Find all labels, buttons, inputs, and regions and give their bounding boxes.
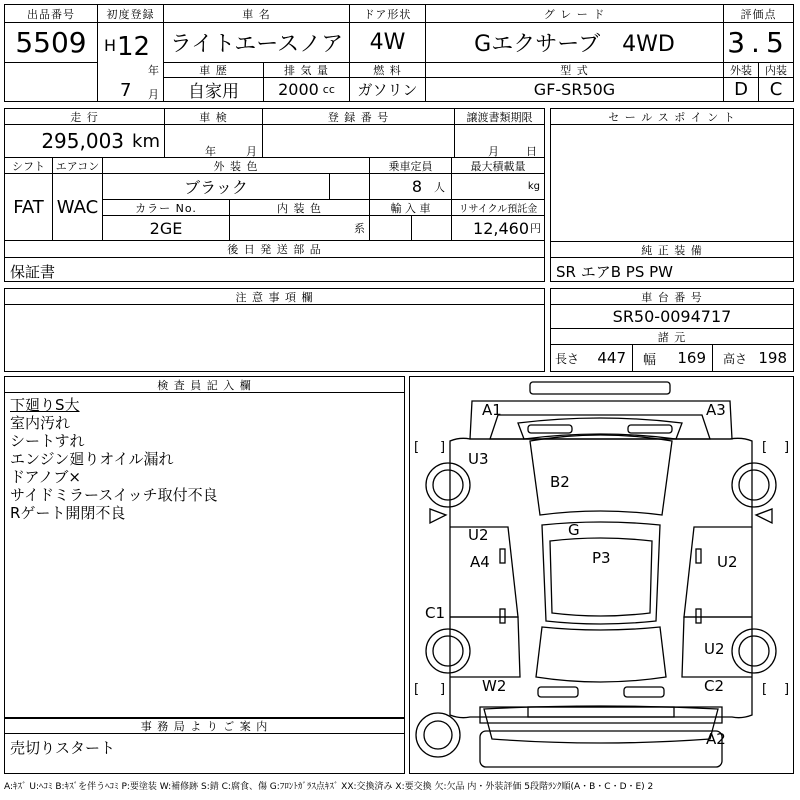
damage-mark: B2 <box>550 473 570 491</box>
import-cell-b <box>412 216 452 241</box>
history-label: 車 歴 <box>164 63 264 78</box>
width-label: 幅 <box>643 352 657 368</box>
damage-mark: A2 <box>706 730 726 748</box>
bracket-right: ] <box>440 682 446 697</box>
displacement-unit: cc <box>322 83 335 96</box>
era-letter: H <box>104 36 117 55</box>
door-value: 4W <box>350 23 426 63</box>
accessories-value: 保証書 <box>10 263 56 281</box>
car-name: ライトエースノア <box>164 23 350 63</box>
width-cell <box>633 345 713 371</box>
ext-color-label: 外 装 色 <box>103 158 370 174</box>
displacement-cell <box>264 78 350 101</box>
damage-mark: G <box>568 521 580 539</box>
load-unit: kg <box>527 181 540 192</box>
capacity-value: 8 <box>411 177 422 196</box>
length-label: 長さ <box>555 351 580 366</box>
displacement-label: 排 気 量 <box>264 63 350 78</box>
length-cell <box>551 345 633 371</box>
fuel-label: 燃 料 <box>350 63 426 78</box>
recycle-unit: 円 <box>530 222 541 235</box>
load-label: 最大積載量 <box>452 158 544 174</box>
mileage-cell <box>5 125 165 158</box>
history-value: 自家用 <box>164 78 264 101</box>
model-value: GF-SR50G <box>426 78 724 101</box>
score-value: 3.5 <box>724 23 793 63</box>
model-label: 型 式 <box>426 63 724 78</box>
ac-label: エアコン <box>53 158 103 174</box>
exterior-label: 外装 <box>724 63 759 78</box>
inspector-notes <box>10 396 218 522</box>
car-diagram <box>409 376 794 774</box>
office-message: 売切りスタート <box>10 739 116 757</box>
chassis-label: 車 台 番 号 <box>551 289 793 305</box>
transfer-day-unit: 日 <box>526 145 537 158</box>
year-unit: 年 <box>148 64 159 77</box>
int-color-label: 内 装 色 <box>230 200 370 216</box>
int-color-unit: 系 <box>354 222 365 235</box>
inspector-note: Rゲート開閉不良 <box>10 504 126 522</box>
damage-mark: A1 <box>482 401 502 419</box>
bracket-left: [ <box>414 440 420 455</box>
damage-mark: U2 <box>717 553 738 571</box>
inspector-note: 下廻りS大 <box>10 396 80 414</box>
mileage-unit: km <box>132 130 160 152</box>
bracket-right: ] <box>784 682 790 697</box>
shift-label: シフト <box>5 158 53 174</box>
bracket-right: ] <box>784 440 790 455</box>
inspection-label: 車 検 <box>165 109 263 125</box>
transfer-label: 譲渡書類期限 <box>455 109 544 125</box>
grade-label: グ レ ー ド <box>426 5 724 23</box>
bracket-left: [ <box>762 440 768 455</box>
import-label: 輸 入 車 <box>370 200 452 216</box>
month-value: 7 <box>120 80 132 101</box>
length-value: 447 <box>597 349 626 367</box>
damage-mark: C1 <box>425 604 446 622</box>
recycle-cell <box>452 216 544 241</box>
interior-label: 内装 <box>759 63 793 78</box>
legend-footer: A:ｷｽﾞ U:ﾍｺﾐ B:ｷｽﾞを伴うﾍｺﾐ P:要塗装 W:補修跡 S:錆 C:腐食、傷 G:ﾌﾛﾝﾄｶﾞﾗｽ点ｷｽﾞ XX:交換済み X:要交換 欠:欠品 内・外装評価 5段階ﾗﾝｸ順(A・B・C・D・E) 2 <box>4 782 654 792</box>
damage-mark: U2 <box>704 640 725 658</box>
equipment-label: 純 正 装 備 <box>551 241 793 258</box>
door-label: ドア形状 <box>350 5 426 23</box>
first-reg-label: 初度登録 <box>98 5 164 23</box>
ac-value: WAC <box>53 174 103 241</box>
month-unit: 月 <box>148 88 159 101</box>
mileage-value: 295,003 <box>41 129 125 153</box>
mileage-label: 走 行 <box>5 109 165 125</box>
recycle-value: 12,460 <box>473 218 529 238</box>
car-name-label: 車 名 <box>164 5 350 23</box>
sales-label: セ ー ル ス ポ イ ン ト <box>551 109 793 125</box>
inspection-year-unit: 年 <box>205 145 216 158</box>
load-cell <box>452 174 544 200</box>
chassis-value: SR50-0094717 <box>551 305 793 329</box>
import-cell-a <box>370 216 412 241</box>
damage-mark: U2 <box>468 526 489 544</box>
ext-color-value: ブラック <box>103 174 330 200</box>
color-no-value: 2GE <box>103 216 230 241</box>
car-outline <box>410 377 793 773</box>
bracket-left: [ <box>762 682 768 697</box>
year-value: 12 <box>117 32 151 62</box>
damage-mark: A3 <box>706 401 726 419</box>
displacement-value: 2000 <box>278 80 319 99</box>
reg-no-label: 登 録 番 号 <box>263 109 455 125</box>
reg-no-cell <box>263 125 455 158</box>
grade-value: Gエクサーブ 4WD <box>426 23 724 63</box>
inspector-note: サイドミラースイッチ取付不良 <box>10 486 218 504</box>
transfer-month-unit: 月 <box>488 145 499 158</box>
damage-mark: U3 <box>468 450 489 468</box>
lot-number: 5509 <box>5 23 98 63</box>
bracket-right: ] <box>440 440 446 455</box>
damage-mark: W2 <box>482 677 507 695</box>
caution-label: 注 意 事 項 欄 <box>5 289 544 305</box>
exterior-value: D <box>724 78 759 101</box>
inspector-note: シートすれ <box>10 432 85 450</box>
fuel-value: ガソリン <box>350 78 426 101</box>
capacity-label: 乗車定員 <box>370 158 452 174</box>
damage-mark: P3 <box>592 549 611 567</box>
capacity-cell <box>370 174 452 200</box>
inspection-month-unit: 月 <box>246 145 257 158</box>
score-label: 評価点 <box>724 5 793 23</box>
equipment-value: SR エアB PS PW <box>556 263 673 281</box>
specs-label: 諸 元 <box>551 329 793 345</box>
height-label: 高さ <box>723 351 748 366</box>
inspector-note: ドアノブ× <box>10 468 81 486</box>
accessories-label: 後 日 発 送 部 品 <box>5 241 544 258</box>
height-value: 198 <box>758 349 787 367</box>
height-cell <box>713 345 793 371</box>
recycle-label: リサイクル預託金 <box>452 200 544 216</box>
ext-color-extra <box>330 174 370 200</box>
inspector-note: エンジン廻りオイル漏れ <box>10 450 174 468</box>
capacity-unit: 人 <box>434 180 445 194</box>
int-color-cell <box>230 216 370 241</box>
inspector-note: 室内汚れ <box>10 414 71 432</box>
color-no-label: カラー No. <box>103 200 230 216</box>
damage-mark: C2 <box>704 677 725 695</box>
interior-value: C <box>769 79 783 100</box>
bracket-left: [ <box>414 682 420 697</box>
damage-mark: A4 <box>470 553 490 571</box>
width-value: 169 <box>677 349 706 367</box>
office-label: 事 務 局 よ り ご 案 内 <box>5 718 404 734</box>
lot-label: 出品番号 <box>5 5 98 23</box>
shift-value: FAT <box>5 174 53 241</box>
inspector-label: 検 査 員 記 入 欄 <box>5 377 404 393</box>
lot-blank <box>5 63 98 101</box>
